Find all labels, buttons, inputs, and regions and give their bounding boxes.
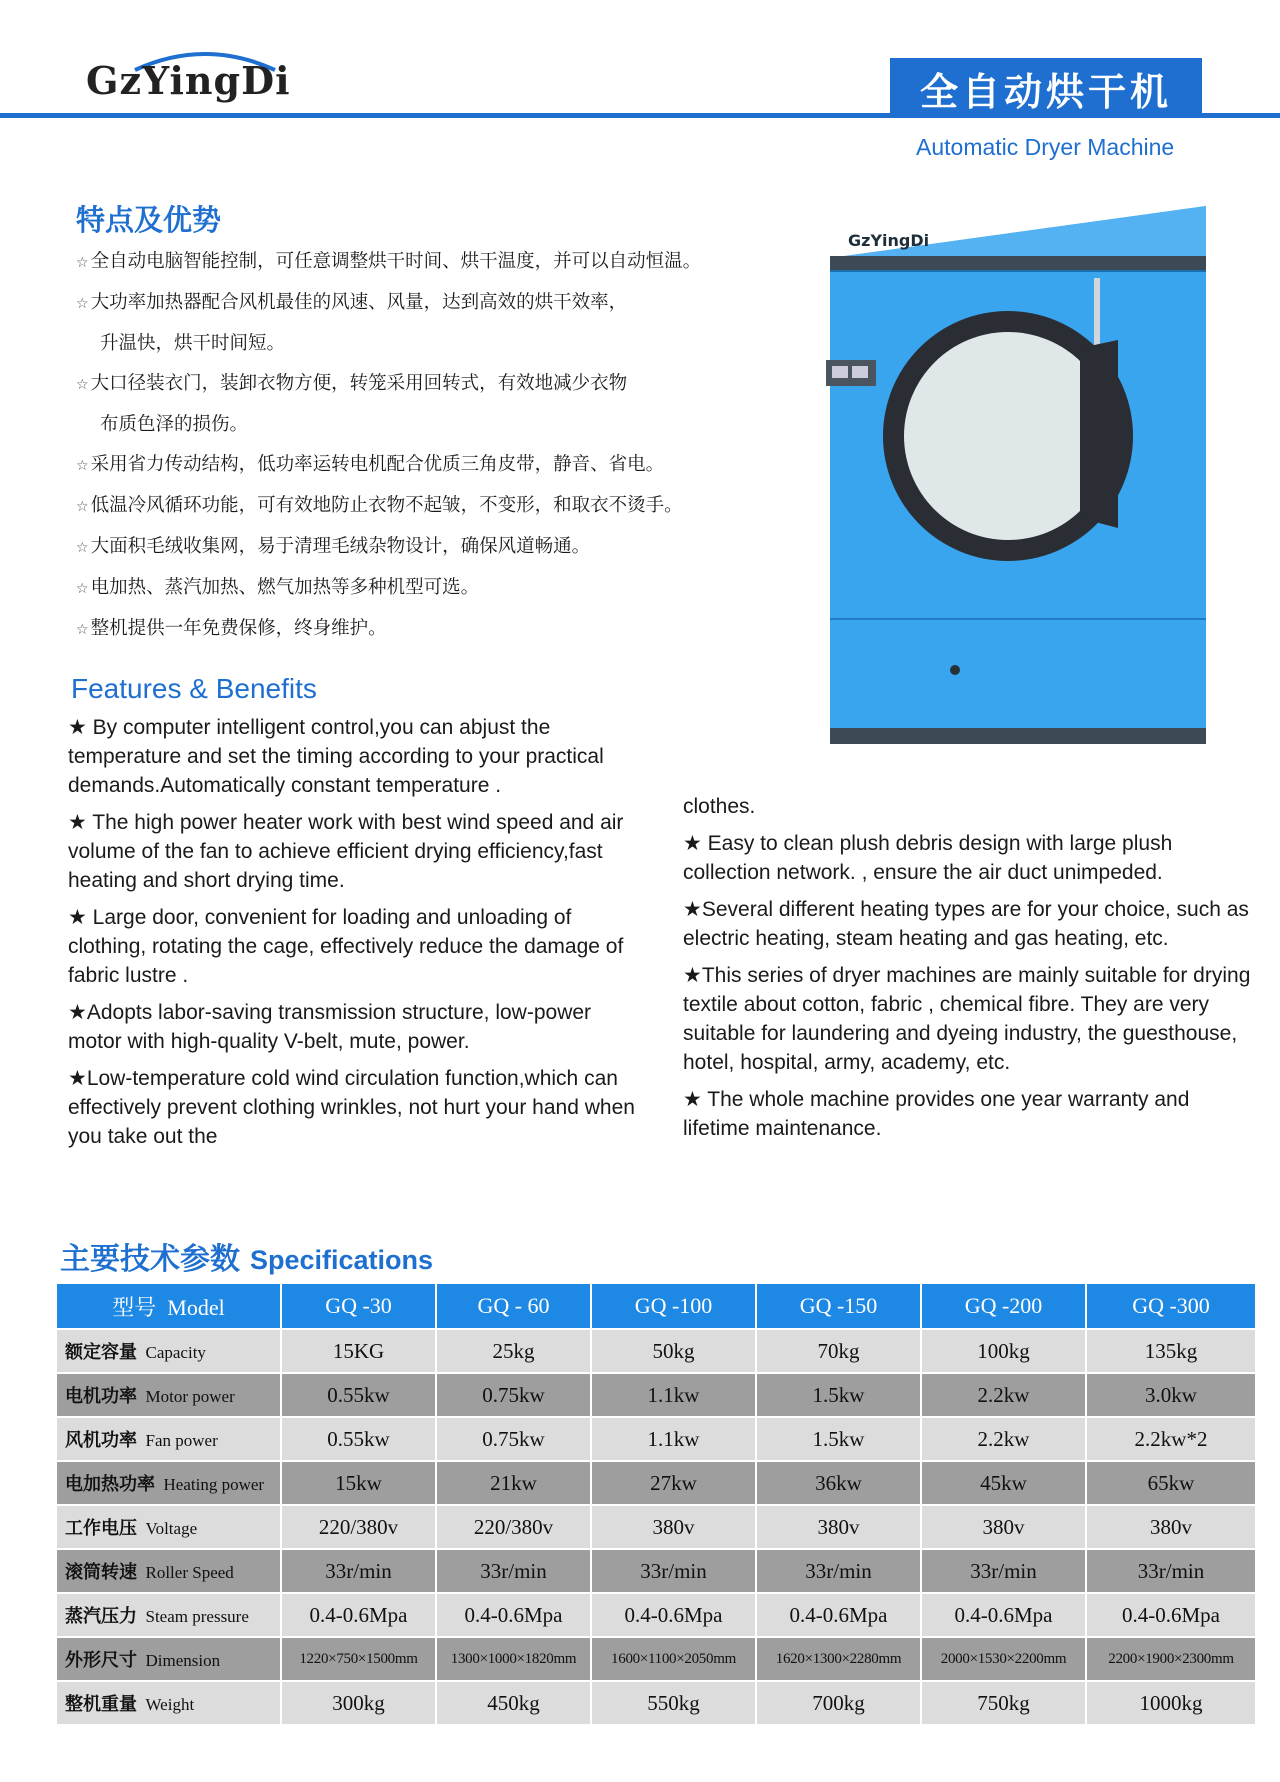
spec-cell: 0.4-0.6Mpa — [281, 1593, 436, 1637]
list-item: ☆ 大面积毛绒收集网，易于清理毛绒杂物设计，确保风道畅通。 — [76, 536, 591, 557]
feature-paragraph: ★ Large door, convenient for loading and unloading of clothing, rotating the cage, effectively reduce the damage of fabric lustre . — [68, 906, 624, 987]
feature-paragraph: ★ The whole machine provides one year warranty and lifetime maintenance. — [683, 1088, 1190, 1140]
spec-cell: 50kg — [591, 1329, 756, 1373]
spec-cell: 0.4-0.6Mpa — [921, 1593, 1086, 1637]
spec-cell: 36kw — [756, 1461, 921, 1505]
features-en-heading: Features & Benefits — [71, 673, 317, 704]
spec-cell: 3.0kw — [1086, 1373, 1256, 1417]
page-title: 全自动烘干机 — [890, 58, 1202, 118]
star-icon: ☆ — [76, 622, 89, 638]
spec-cell: 0.4-0.6Mpa — [436, 1593, 591, 1637]
spec-cell: 0.75kw — [436, 1417, 591, 1461]
spec-cell: 45kw — [921, 1461, 1086, 1505]
list-item: ☆ 整机提供一年免费保修，终身维护。 — [76, 618, 387, 639]
list-item-continuation: 布质色泽的损伤。 — [100, 414, 249, 435]
spec-cell: 0.4-0.6Mpa — [1086, 1593, 1256, 1637]
spec-cell: 220/380v — [281, 1505, 436, 1549]
spec-cell: 0.4-0.6Mpa — [591, 1593, 756, 1637]
star-icon: ☆ — [76, 255, 89, 271]
spec-cell: 1000kg — [1086, 1681, 1256, 1725]
feature-paragraph: ★ By computer intelligent control,you can abjust the temperature and set the timing according to your practical demands.Automatically constant temperature . — [68, 716, 604, 797]
star-icon: ☆ — [76, 296, 89, 312]
spec-cell: 33r/min — [1086, 1549, 1256, 1593]
spec-cell: 0.75kw — [436, 1373, 591, 1417]
features-en-left-column — [68, 713, 646, 1159]
feature-paragraph: ★This series of dryer machines are mainly suitable for drying textile about cotton, fabric , chemical fibre. They are very suitable for laundering and dyeing industry, the guesthouse, hotel, hospital, army, academy, etc. — [683, 964, 1251, 1074]
spec-cell: 1620×1300×2280mm — [756, 1637, 921, 1681]
table-row — [56, 1417, 1256, 1461]
specs-table — [55, 1282, 1257, 1726]
star-icon: ☆ — [76, 581, 89, 597]
features-en-right-column — [683, 792, 1253, 1151]
header-model: GQ -200 — [921, 1283, 1086, 1329]
spec-cell: 70kg — [756, 1329, 921, 1373]
star-icon: ☆ — [76, 377, 89, 393]
spec-cell: 1.5kw — [756, 1373, 921, 1417]
spec-cell: 2200×1900×2300mm — [1086, 1637, 1256, 1681]
list-item-continuation: 升温快，烘干时间短。 — [100, 333, 286, 354]
row-label: 滚筒转速 Roller Speed — [56, 1549, 281, 1593]
table-row — [56, 1329, 1256, 1373]
spec-cell: 15kw — [281, 1461, 436, 1505]
spec-cell: 2.2kw*2 — [1086, 1417, 1256, 1461]
table-row — [56, 1593, 1256, 1637]
spec-cell: 15KG — [281, 1329, 436, 1373]
spec-cell: 0.55kw — [281, 1417, 436, 1461]
specs-table-body — [56, 1329, 1256, 1725]
row-label: 工作电压 Voltage — [56, 1505, 281, 1549]
table-header-row — [56, 1283, 1256, 1329]
list-item: ☆ 电加热、蒸汽加热、燃气加热等多种机型可选。 — [76, 577, 480, 598]
spec-cell: 1.5kw — [756, 1417, 921, 1461]
row-label: 电机功率 Motor power — [56, 1373, 281, 1417]
brand-logo: GzYingDi — [86, 58, 291, 103]
spec-cell: 220/380v — [436, 1505, 591, 1549]
table-row — [56, 1637, 1256, 1681]
spec-cell: 0.55kw — [281, 1373, 436, 1417]
table-row — [56, 1461, 1256, 1505]
spec-cell: 700kg — [756, 1681, 921, 1725]
star-icon: ☆ — [76, 458, 89, 474]
spec-cell: 1300×1000×1820mm — [436, 1637, 591, 1681]
list-item: ☆ 全自动电脑智能控制，可任意调整烘干时间、烘干温度，并可以自动恒温。 — [76, 251, 702, 272]
spec-cell: 1.1kw — [591, 1417, 756, 1461]
spec-cell: 100kg — [921, 1329, 1086, 1373]
header-model: GQ -30 — [281, 1283, 436, 1329]
dryer-machine-image — [818, 198, 1208, 758]
spec-cell: 380v — [1086, 1505, 1256, 1549]
header-model: GQ -150 — [756, 1283, 921, 1329]
row-label: 电加热功率 Heating power — [56, 1461, 281, 1505]
spec-cell: 33r/min — [921, 1549, 1086, 1593]
header-model: GQ - 60 — [436, 1283, 591, 1329]
spec-cell: 33r/min — [591, 1549, 756, 1593]
row-label: 蒸汽压力 Steam pressure — [56, 1593, 281, 1637]
list-item: ☆ 大功率加热器配合风机最佳的风速、风量，达到高效的烘干效率， — [76, 292, 628, 313]
spec-cell: 550kg — [591, 1681, 756, 1725]
spec-cell: 1.1kw — [591, 1373, 756, 1417]
feature-paragraph: ★ The high power heater work with best wind speed and air volume of the fan to achieve efficient drying efficiency,fast heating and short drying time. — [68, 811, 624, 892]
table-row — [56, 1505, 1256, 1549]
features-cn-list — [76, 242, 796, 650]
spec-cell: 33r/min — [281, 1549, 436, 1593]
spec-cell: 65kw — [1086, 1461, 1256, 1505]
specs-heading: 主要技术参数 Specifications — [60, 1242, 434, 1277]
spec-cell: 380v — [921, 1505, 1086, 1549]
list-item: ☆ 采用省力传动结构，低功率运转电机配合优质三角皮带，静音、省电。 — [76, 454, 665, 475]
machine-brand-label: GzYingDi — [848, 231, 930, 250]
spec-cell: 135kg — [1086, 1329, 1256, 1373]
spec-cell: 380v — [756, 1505, 921, 1549]
spec-cell: 25kg — [436, 1329, 591, 1373]
list-item: ☆ 大口径装衣门，装卸衣物方便，转笼采用回转式，有效地减少衣物 — [76, 373, 628, 394]
header-model: GQ -100 — [591, 1283, 756, 1329]
spec-cell: 300kg — [281, 1681, 436, 1725]
spec-cell: 1600×1100×2050mm — [591, 1637, 756, 1681]
row-label: 外形尺寸 Dimension — [56, 1637, 281, 1681]
row-label: 整机重量 Weight — [56, 1681, 281, 1725]
spec-cell: 1220×750×1500mm — [281, 1637, 436, 1681]
table-row — [56, 1373, 1256, 1417]
feature-paragraph: clothes. — [683, 795, 756, 818]
feature-paragraph: ★ Easy to clean plush debris design with large plush collection network. , ensure the air duct unimpeded. — [683, 832, 1173, 884]
spec-cell: 450kg — [436, 1681, 591, 1725]
spec-cell: 33r/min — [756, 1549, 921, 1593]
header-model-label: 型号 Model — [56, 1283, 281, 1329]
row-label: 风机功率 Fan power — [56, 1417, 281, 1461]
table-row — [56, 1549, 1256, 1593]
star-icon: ☆ — [76, 499, 89, 515]
star-icon: ☆ — [76, 540, 89, 556]
header-divider — [0, 113, 1280, 118]
spec-cell: 27kw — [591, 1461, 756, 1505]
spec-cell: 2000×1530×2200mm — [921, 1637, 1086, 1681]
spec-cell: 0.4-0.6Mpa — [756, 1593, 921, 1637]
feature-paragraph: ★Low-temperature cold wind circulation function,which can effectively prevent clothing wrinkles, not hurt your hand when you take out the — [68, 1067, 635, 1148]
spec-cell: 2.2kw — [921, 1417, 1086, 1461]
spec-cell: 21kw — [436, 1461, 591, 1505]
header-model: GQ -300 — [1086, 1283, 1256, 1329]
spec-cell: 750kg — [921, 1681, 1086, 1725]
feature-paragraph: ★Several different heating types are for your choice, such as electric heating, steam heating and gas heating, etc. — [683, 898, 1249, 950]
list-item: ☆ 低温冷风循环功能，可有效地防止衣物不起皱，不变形，和取衣不烫手。 — [76, 495, 683, 516]
features-cn-heading: 特点及优势 — [76, 203, 222, 237]
table-row — [56, 1681, 1256, 1725]
row-label: 额定容量 Capacity — [56, 1329, 281, 1373]
page-subtitle: Automatic Dryer Machine — [916, 134, 1175, 160]
spec-cell: 2.2kw — [921, 1373, 1086, 1417]
feature-paragraph: ★Adopts labor-saving transmission structure, low-power motor with high-quality V-belt, mute, power. — [68, 1001, 592, 1053]
spec-cell: 380v — [591, 1505, 756, 1549]
spec-cell: 33r/min — [436, 1549, 591, 1593]
